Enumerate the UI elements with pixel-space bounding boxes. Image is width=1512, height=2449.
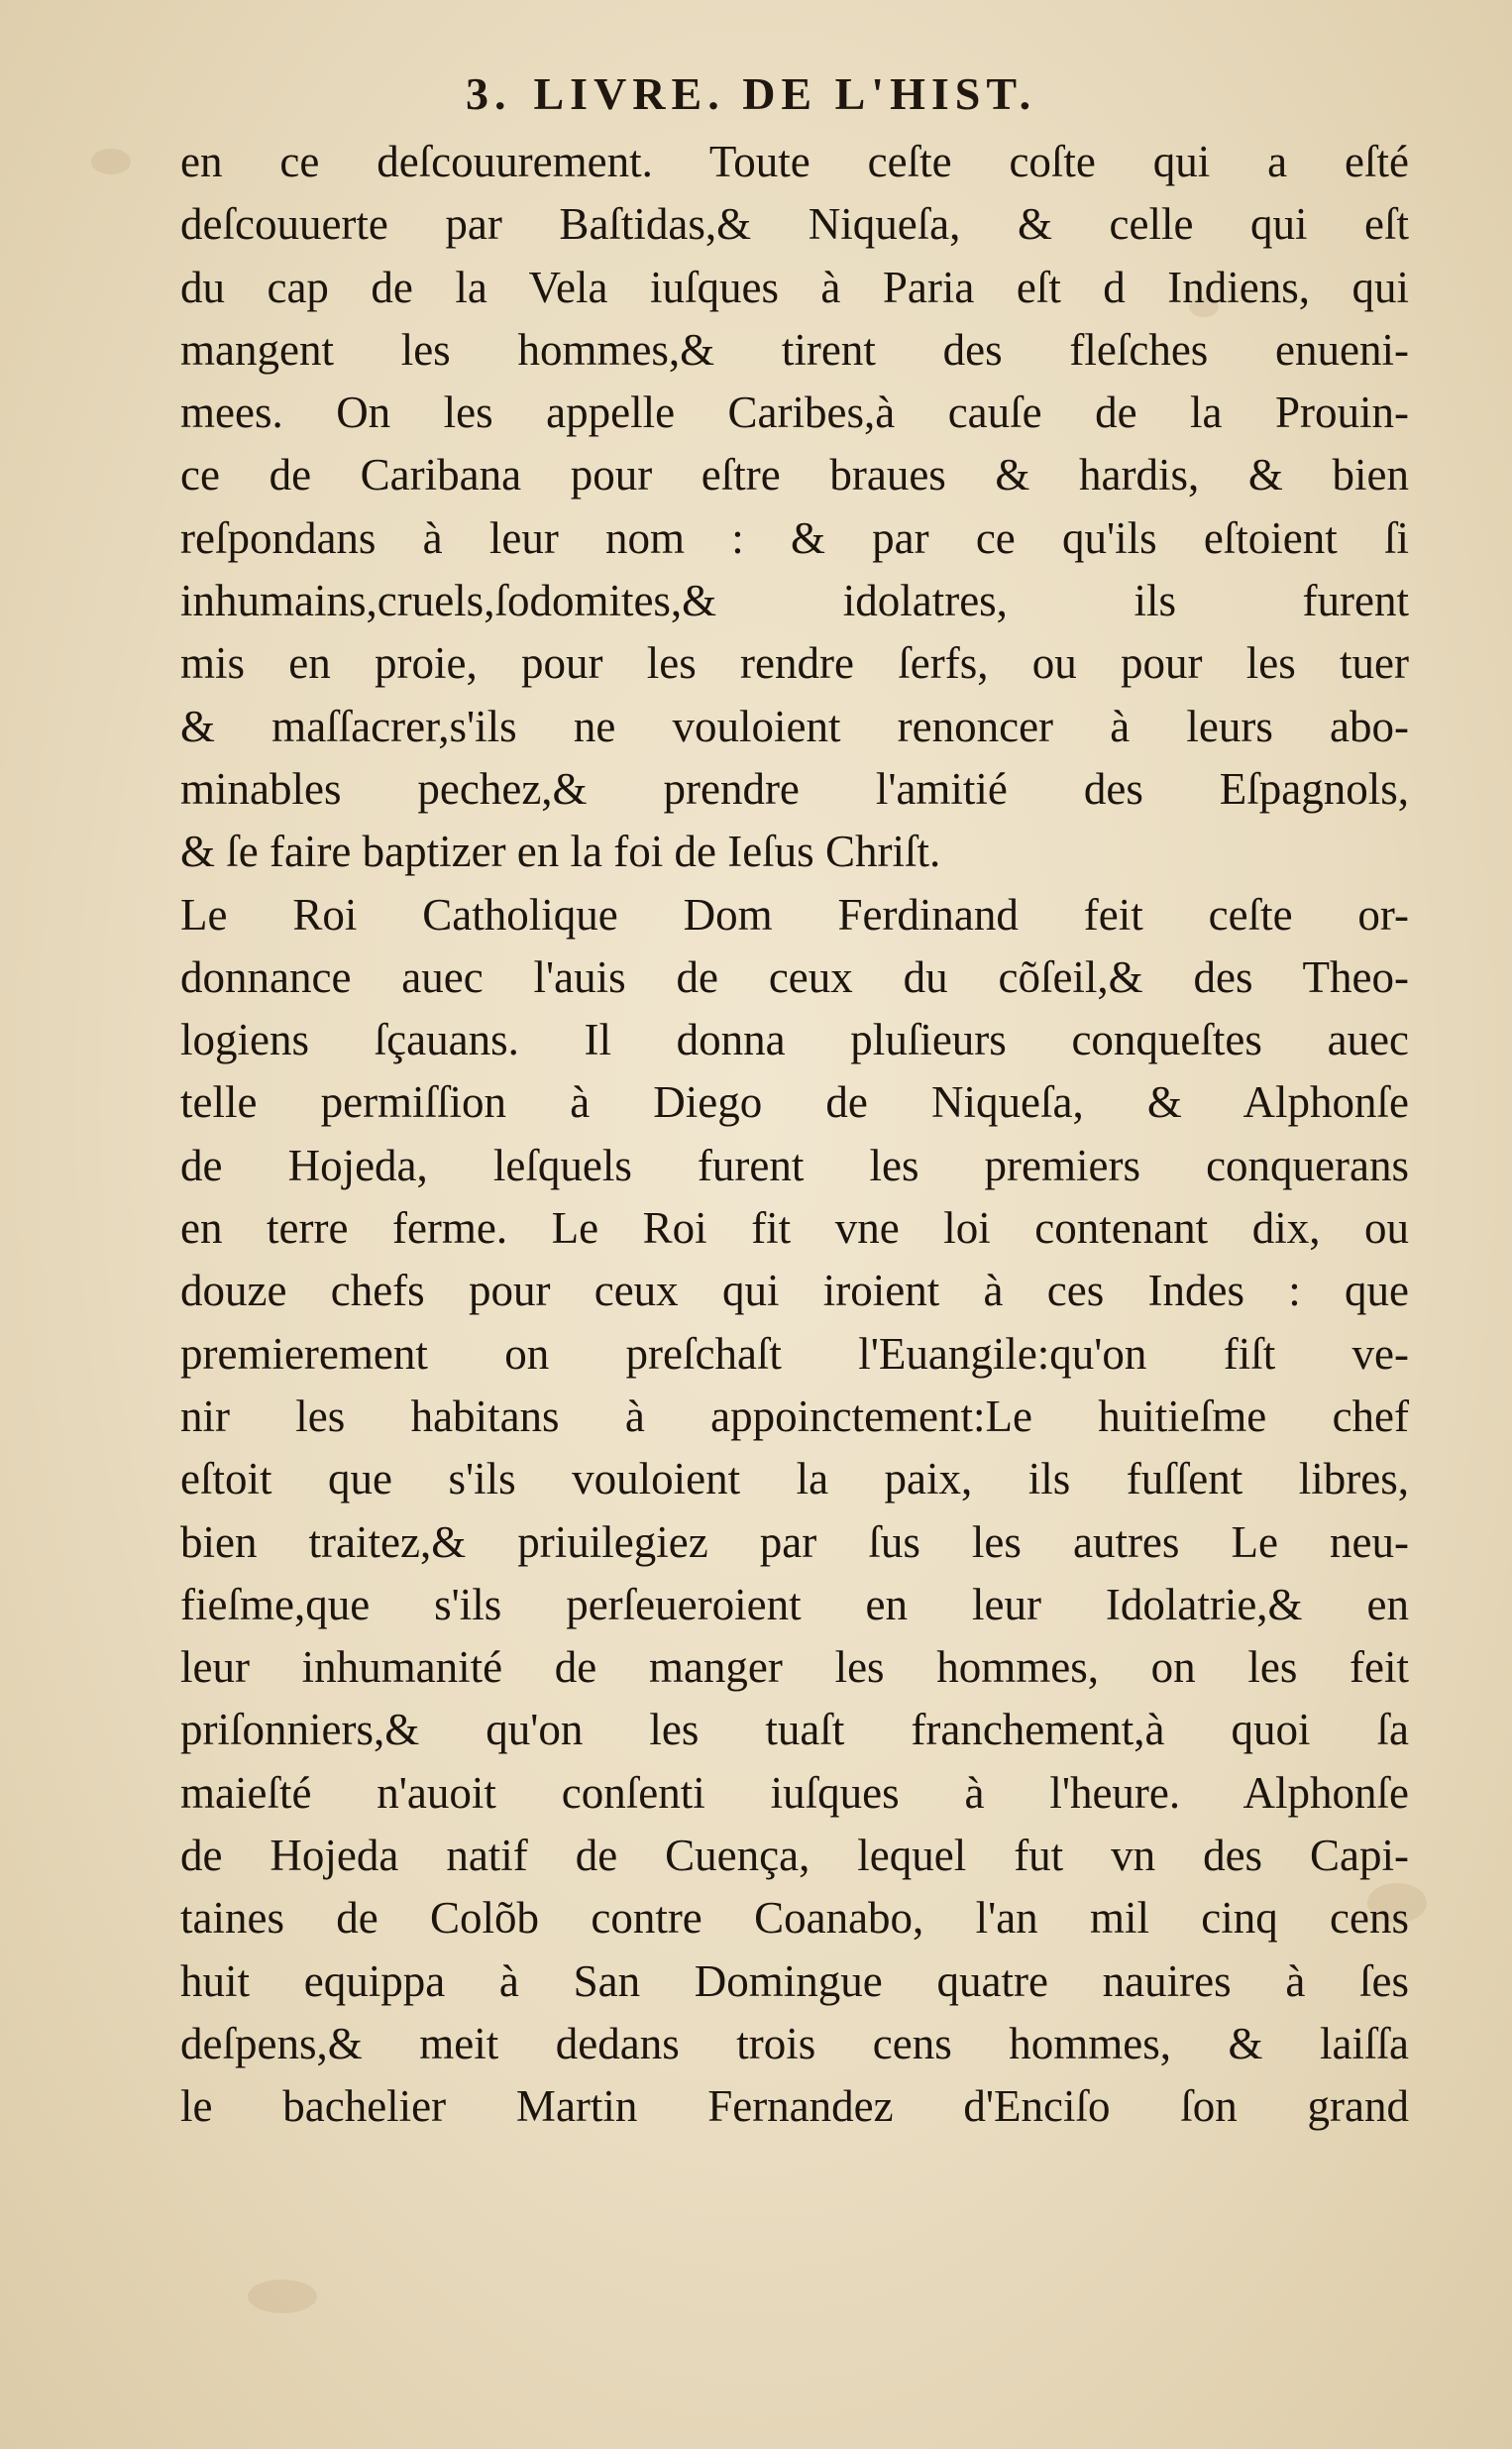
text-line: leur inhumanité de manger les hommes, on les feit: [180, 1642, 1409, 1693]
running-title: LIVRE. DE L'HIST.: [533, 68, 1037, 119]
text-line: logiens ſçauans. Il donna pluſieurs conqueſtes auec: [180, 1015, 1409, 1065]
text-line: & maſſacrer,s'ils ne vouloient renoncer à leurs abo-: [180, 701, 1409, 751]
running-header: [466, 67, 1036, 127]
text-line: ce de Caribana pour eſtre braues & hardis, & bien: [180, 450, 1409, 501]
page-number: 3.: [466, 68, 512, 119]
text-line: minables pechez,& prendre l'amitié des Eſpagnols,: [180, 763, 1409, 814]
text-line: mees. On les appelle Caribes,à cauſe de la Prouin-: [180, 388, 1409, 438]
foxing-spot: [248, 2280, 317, 2313]
text-line: en ce deſcouurement. Toute ceſte coſte qui a eſté: [180, 137, 1409, 186]
text-line: inhumains,cruels,ſodomites,& idolatres, ils furent: [180, 576, 1409, 626]
text-line: deſpens,& meit dedans trois cens hommes, & laiſſa: [180, 2018, 1409, 2068]
text-line: de Hojeda, leſquels furent les premiers conquerans: [180, 1140, 1409, 1190]
text-line: le bachelier Martin Fernandez d'Enciſo ſon grand: [180, 2081, 1409, 2132]
text-line: nir les habitans à appoinctement:Le huitieſme chef: [180, 1391, 1409, 1441]
text-line: mis en proie, pour les rendre ſerfs, ou pour les tuer: [180, 638, 1409, 689]
foxing-spot: [91, 149, 131, 174]
text-line: douze chefs pour ceux qui iroient à ces Indes : que: [180, 1266, 1409, 1316]
body-text: [180, 131, 1409, 2139]
text-line: eſtoit que s'ils vouloient la paix, ils fuſſent libres,: [180, 1454, 1409, 1504]
text-line: deſcouuerte par Baſtidas,& Niqueſa, & celle qui eſt: [180, 199, 1409, 250]
text-line: maieſté n'auoit conſenti iuſques à l'heure. Alphonſe: [180, 1767, 1409, 1818]
text-line: Le Roi Catholique Dom Ferdinand feit ceſte or-: [180, 889, 1409, 940]
text-line: bien traitez,& priuilegiez par ſus les autres Le neu-: [180, 1516, 1409, 1567]
text-line: mangent les hommes,& tirent des fleſches enueni-: [180, 324, 1409, 375]
text-line: huit equippa à San Domingue quatre nauires à ſes: [180, 1955, 1409, 2006]
text-line: telle permiſſion à Diego de Niqueſa, & Alphonſe: [180, 1077, 1409, 1128]
text-line: reſpondans à leur nom : & par ce qu'ils eſtoient ſi: [180, 512, 1409, 563]
text-line: priſonniers,& qu'on les tuaſt franchement,à quoi ſa: [180, 1705, 1409, 1755]
text-line: de Hojeda natif de Cuença, lequel fut vn des Capi-: [180, 1831, 1409, 1881]
text-line: taines de Colõb contre Coanabo, l'an mil cinq cens: [180, 1893, 1409, 1944]
text-line: donnance auec l'auis de ceux du cõſeil,& des Theo-: [180, 951, 1409, 1002]
text-line: premierement on preſchaſt l'Euangile:qu'on fiſt ve-: [180, 1328, 1409, 1379]
text-line: du cap de la Vela iuſques à Paria eſt d Indiens, qui: [180, 262, 1409, 312]
text-line: en terre ferme. Le Roi fit vne loi contenant dix, ou: [180, 1203, 1409, 1254]
text-line: fieſme,que s'ils perſeueroient en leur Idolatrie,& en: [180, 1579, 1409, 1629]
text-line: & ſe faire baptizer en la foi de Ieſus Chriſt.: [180, 827, 941, 877]
